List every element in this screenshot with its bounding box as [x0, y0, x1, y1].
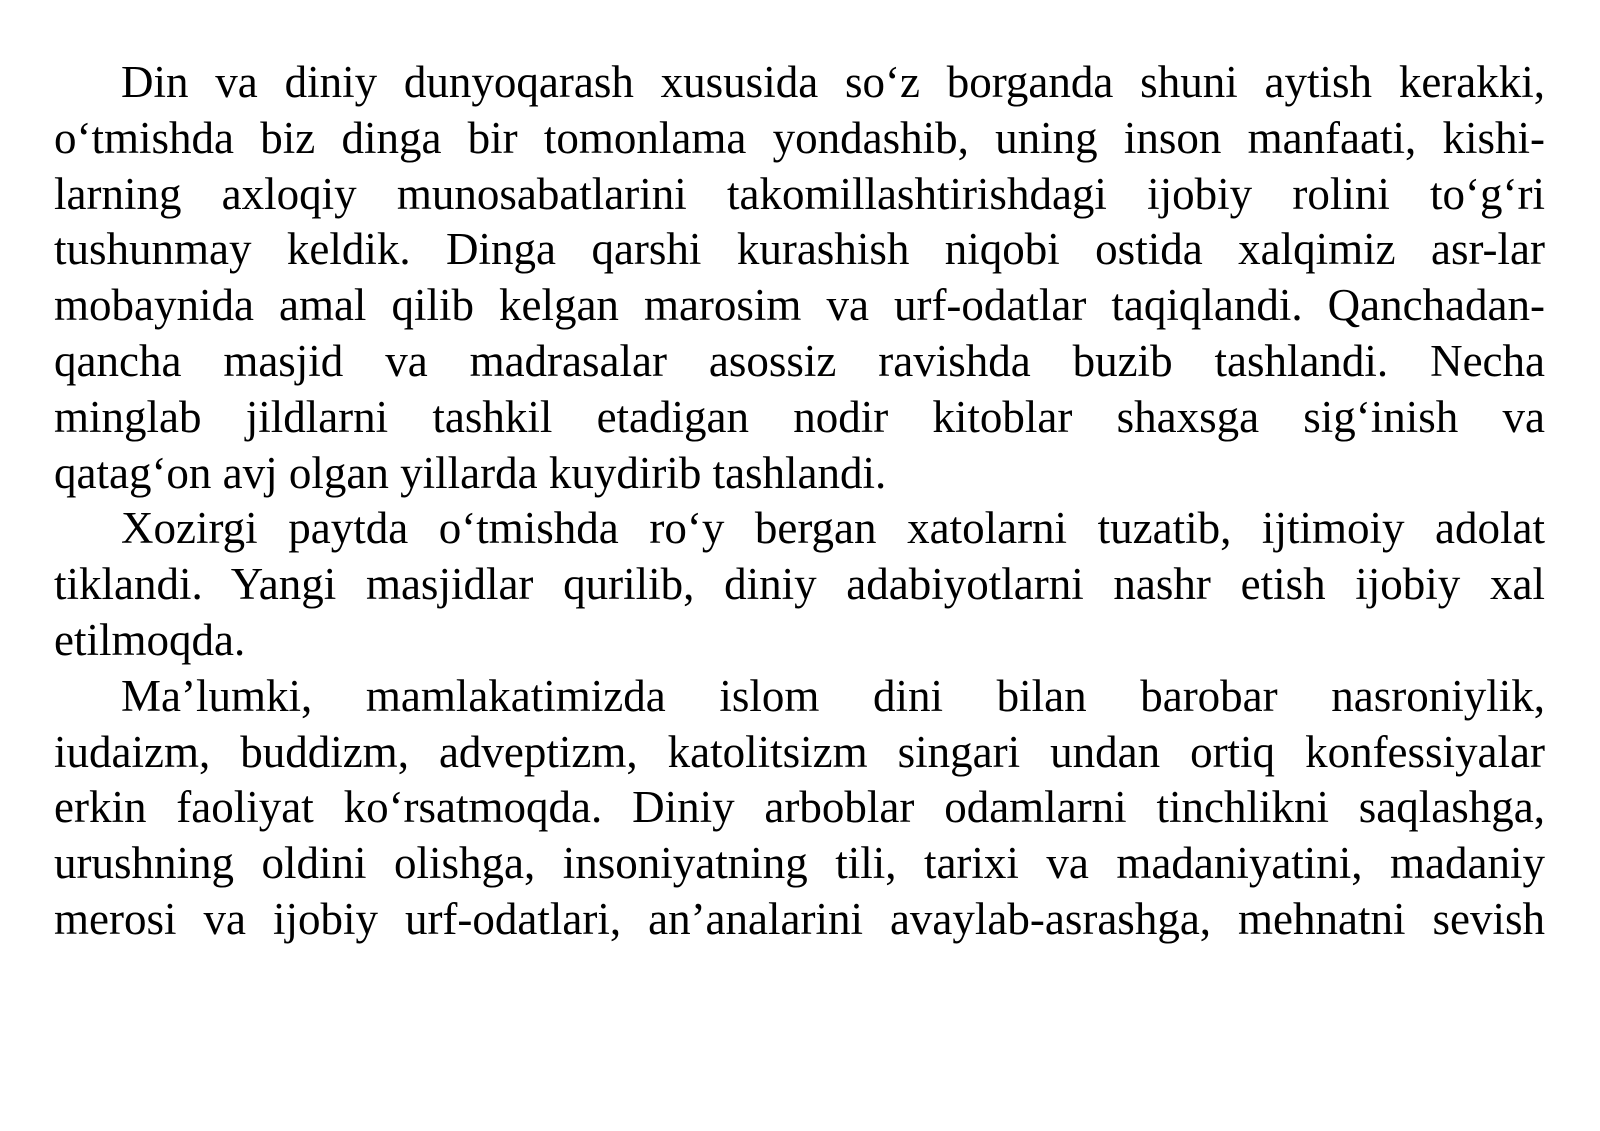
document-page [54, 55, 1545, 948]
paragraph-2 [54, 501, 1545, 668]
paragraph-line: erkin faoliyat ko‘rsatmoqda. Diniy arboblar odamlarni tinchlikni saqlashga, [54, 782, 1545, 833]
paragraph-line: etilmoqda. [54, 614, 246, 665]
paragraph-line: larning axloqiy munosabatlarini takomillashtirishdagi ijobiy rolini to‘g‘ri [54, 168, 1545, 219]
paragraph-line: tiklandi. Yangi masjidlar qurilib, diniy adabiyotlarni nashr etish ijobiy xal [54, 559, 1545, 610]
paragraph-line: qatag‘on avj olgan yillarda kuydirib tashlandi. [54, 447, 887, 498]
paragraph-line: Din va diniy dunyoqarash xususida so‘z borganda shuni aytish kerakki, [121, 57, 1545, 107]
paragraph-line: tushunmay keldik. Dinga qarshi kurashish niqobi ostida xalqimiz asr-lar [54, 224, 1545, 275]
paragraph-line: Ma’lumki, mamlakatimizda islom dini bilan barobar nasroniylik, [121, 670, 1545, 721]
paragraph-1 [54, 55, 1545, 501]
paragraph-line: minglab jildlarni tashkil etadigan nodir kitoblar shaxsga sig‘inish va [54, 391, 1545, 442]
paragraph-line: qancha masjid va madrasalar asossiz ravishda buzib tashlandi. Necha [54, 335, 1545, 386]
paragraph-line: iudaizm, buddizm, adveptizm, katolitsizm singari undan ortiq konfessiyalar [54, 726, 1545, 777]
paragraph-line: mobaynida amal qilib kelgan marosim va urf-odatlar taqiqlandi. Qanchadan- [54, 280, 1545, 331]
paragraph-line: merosi va ijobiy urf-odatlari, an’analarini avaylab-asrashga, mehnatni sevish [54, 893, 1545, 944]
paragraph-line: urushning oldini olishga, insoniyatning tili, tarixi va madaniyatini, madaniy [54, 838, 1545, 889]
paragraph-line: Xozirgi paytda o‘tmishda ro‘y bergan xatolarni tuzatib, ijtimoiy adolat [121, 503, 1545, 554]
paragraph-line: o‘tmishda biz dinga bir tomonlama yondashib, uning inson manfaati, kishi- [54, 112, 1545, 163]
paragraph-3 [54, 669, 1545, 948]
